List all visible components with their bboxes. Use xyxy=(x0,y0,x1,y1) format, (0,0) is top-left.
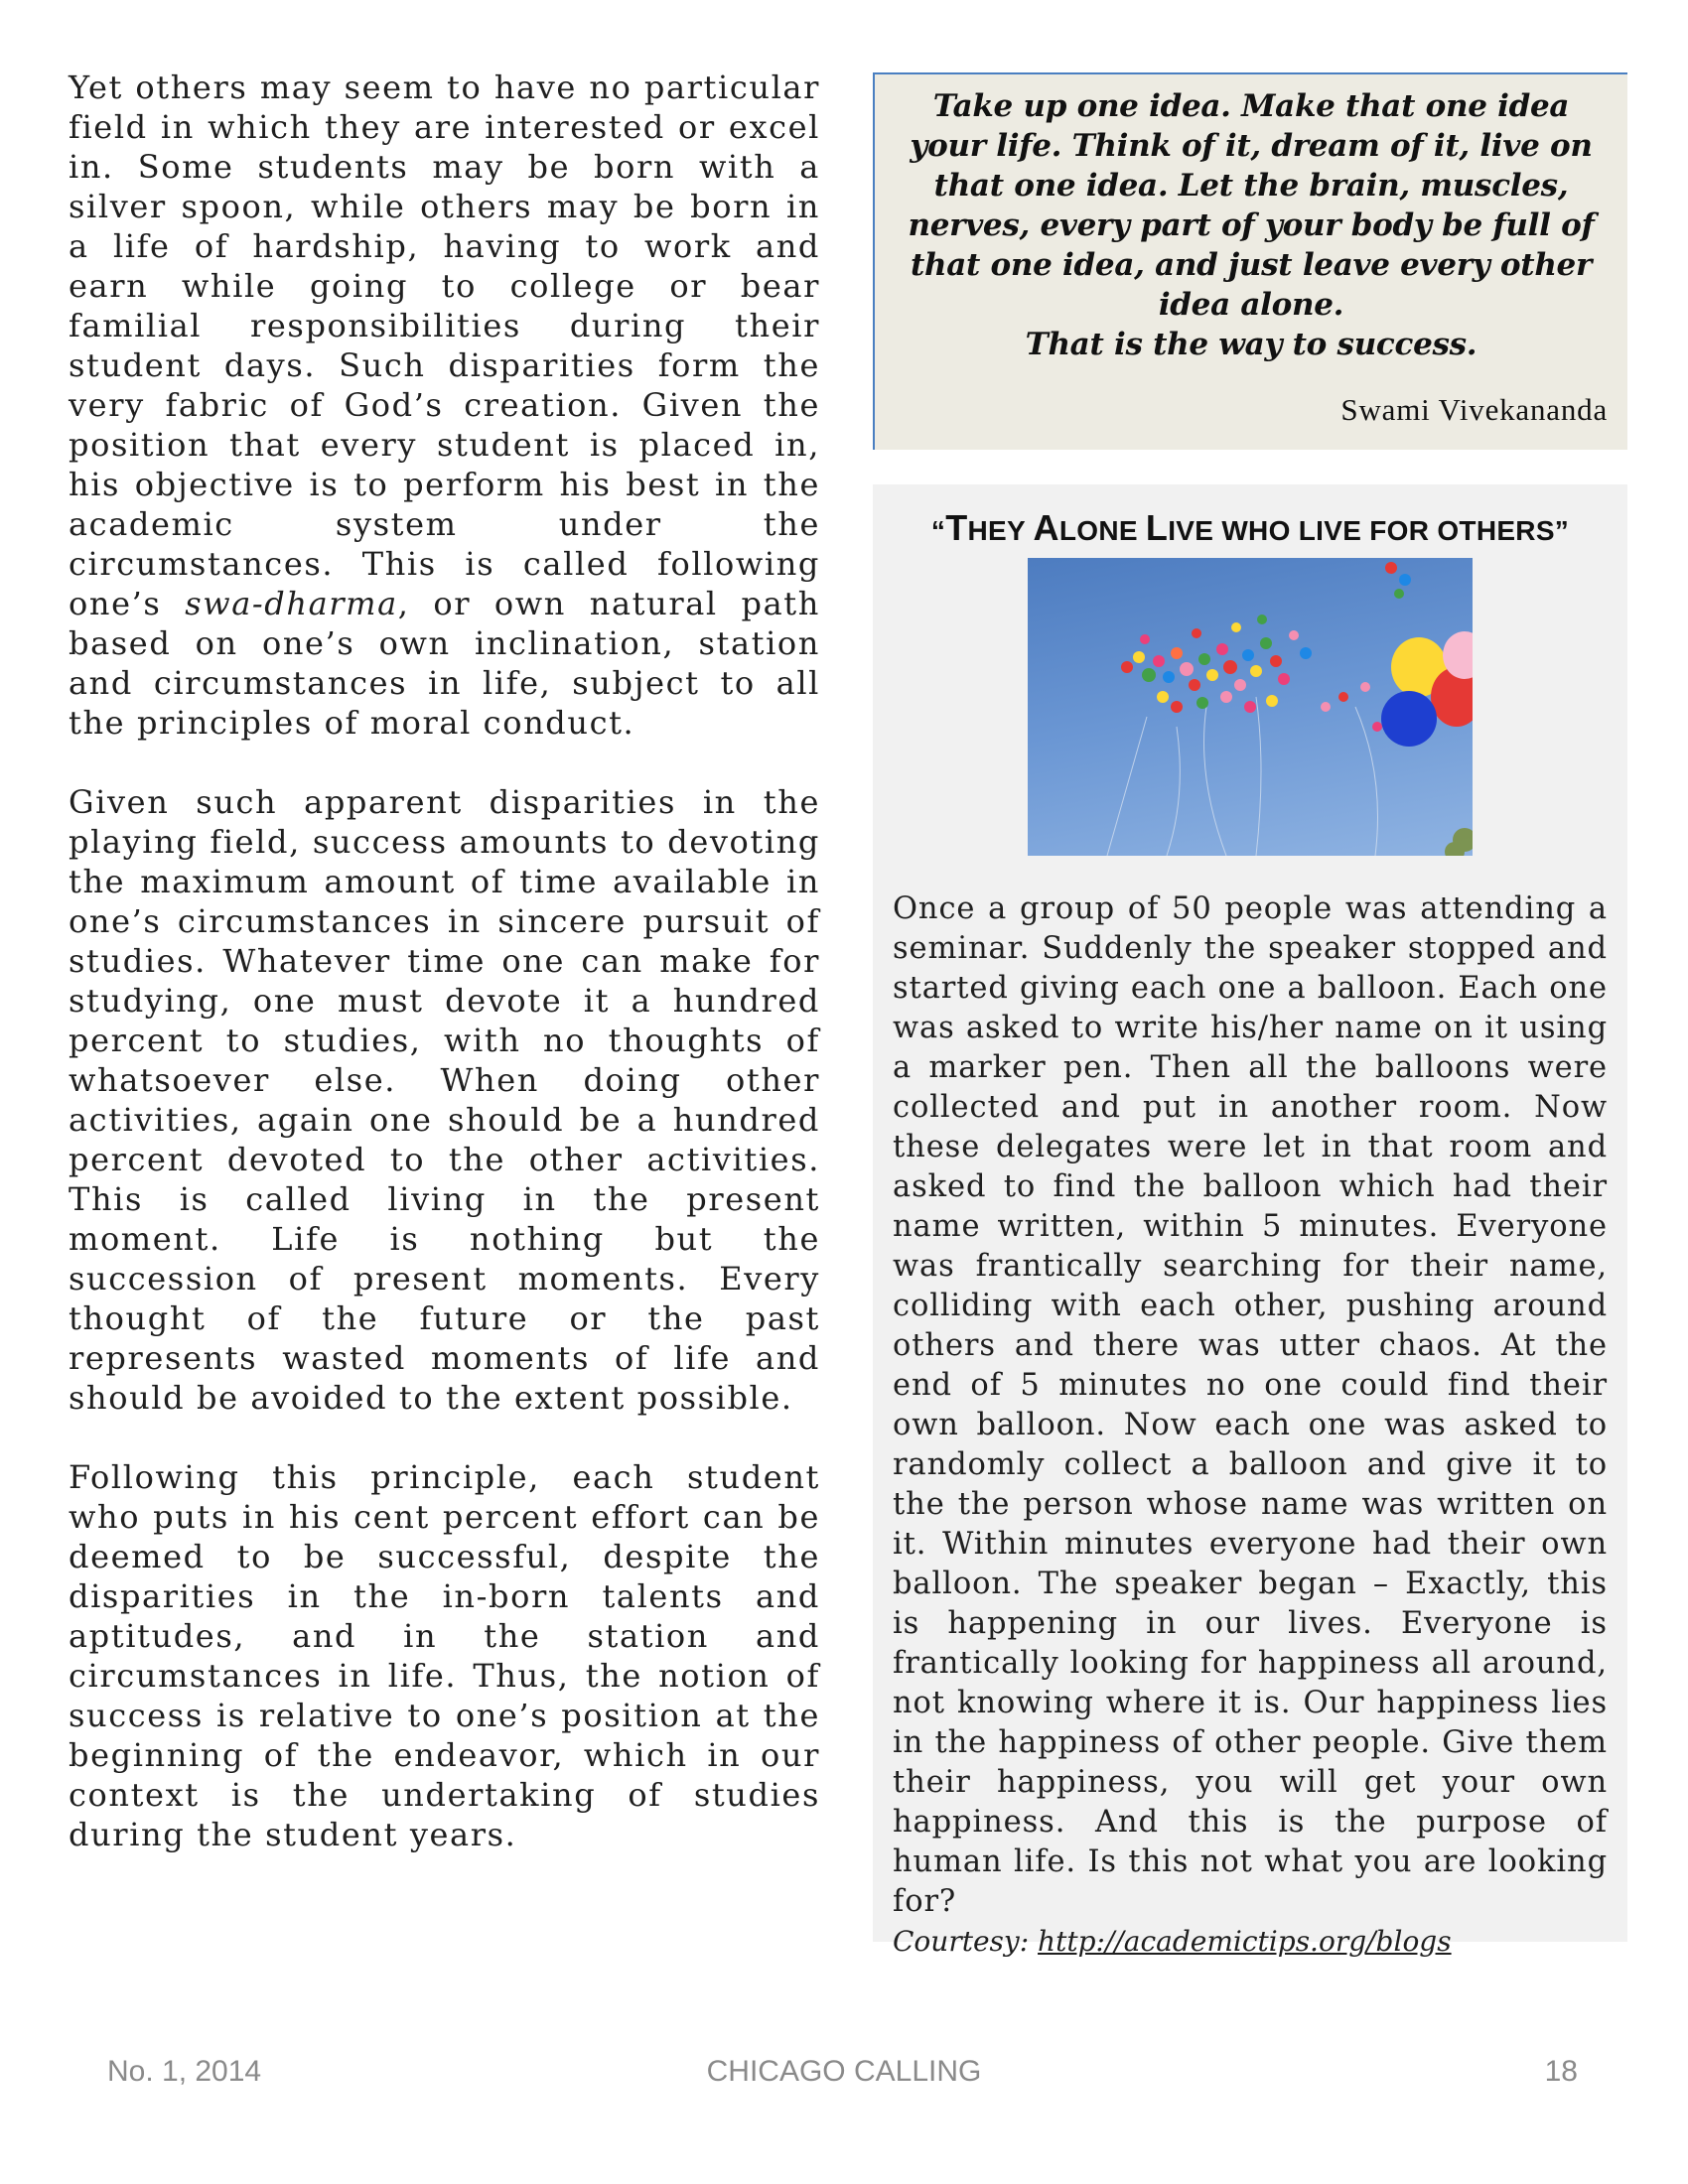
balloon-cluster xyxy=(1121,562,1411,732)
tree-corner xyxy=(1445,828,1473,856)
left-column xyxy=(69,68,820,1894)
foreground-balloons xyxy=(1381,631,1473,747)
story-title: “THEY ALONE LIVE WHO LIVE FOR OTHERS” xyxy=(930,507,1570,548)
courtesy-line: Courtesy: http://academictips.org/blogs xyxy=(893,1925,1452,1958)
paragraph-2: Given such apparent disparities in the playing field, success amounts to devoting the maximum amount of time available in one’s circumstances in sincere pursuit of studies. Whatever time one can make for studying, one must devote it a hundred percent to studies, with no thoughts of whatsoever else. When doing other activities, again one should be a hundred percent devoted to the other activities. This is called living in the present moment. Life is nothing but the succession of present moments. Every thought of the future or the past represents wasted moments of life and should be avoided to the extent possible. xyxy=(69,783,820,1417)
quote-line: Take up one idea. Make that one idea xyxy=(932,88,1570,124)
quote-line: that one idea, and just leave every other xyxy=(910,247,1593,283)
footer-publication: CHICAGO CALLING xyxy=(706,2055,982,2088)
quote-line: your life. Think of it, dream of it, live on xyxy=(910,128,1593,164)
quote-author: Swami Vivekananda xyxy=(1340,392,1608,427)
paragraph-1: Yet others may seem to have no particular field in which they are interested or excel in. Some students may be born with a silver spoon, while others may be born in a life of hardship, having to work and earn while going to college or bear familial responsibilities during their student days. Such disparities form the very fabric of God’s creation. Given the position that every student is placed in, his objective is to perform his best in the academic system under the circumstances. This is called following one’s swa-dharma, or own natural path based on one’s own inclination, station and circumstances in life, subject to all the principles of moral conduct. xyxy=(69,68,820,742)
quote-line: idea alone. xyxy=(1158,287,1344,323)
story-body: Once a group of 50 people was attending a seminar. Suddenly the speaker stopped and started giving each one a balloon. Each one was asked to write his/her name on it using a marker pen. Then all the balloons were collected and put in another room. Now these delegates were let in that room and asked to find the balloon which had their name written, within 5 minutes. Everyone was frantically searching for their name, colliding with each other, pushing around others and there was utter chaos. At the end of 5 minutes no one could find their own balloon. Now each one was asked to randomly collect a balloon and give it to the the person whose name was written on it. Within minutes everyone had their own balloon. The speaker began – Exactly, this is happening in our lives. Everyone is frantically looking for happiness all around, not knowing where it is. Our happiness lies in the happiness of other people. Give them their happiness, you will get your own happiness. And this is the purpose of human life. Is this not what you are looking for? xyxy=(893,891,1608,1919)
balloons-illustration xyxy=(1028,558,1473,856)
balloon-story-box xyxy=(873,484,1627,1958)
courtesy-link[interactable]: http://academictips.org/blogs xyxy=(1038,1925,1452,1958)
quote-line: nerves, every part of your body be full of xyxy=(908,207,1595,243)
paragraph-3: Following this principle, each student who puts in his cent percent effort can be deemed to be successful, despite the disparities in the in-born talents and aptitudes, and in the station and circumstances in life. Thus, the notion of success is relative to one’s position at the beginning of the endeavor, which in our context is the undertaking of studies during the student years. xyxy=(69,1458,820,1853)
balloons-photo xyxy=(1028,558,1473,856)
footer-issue: No. 1, 2014 xyxy=(107,2055,262,2088)
swa-dharma-term: swa-dharma xyxy=(185,585,398,622)
page-footer xyxy=(0,2055,1688,2095)
quote-text xyxy=(893,86,1610,364)
quote-line: That is the way to success. xyxy=(1025,327,1477,362)
quote-line: that one idea. Let the brain, muscles, xyxy=(933,168,1569,204)
vivekananda-quote-box xyxy=(873,72,1627,450)
footer-page-number: 18 xyxy=(1544,2055,1578,2088)
